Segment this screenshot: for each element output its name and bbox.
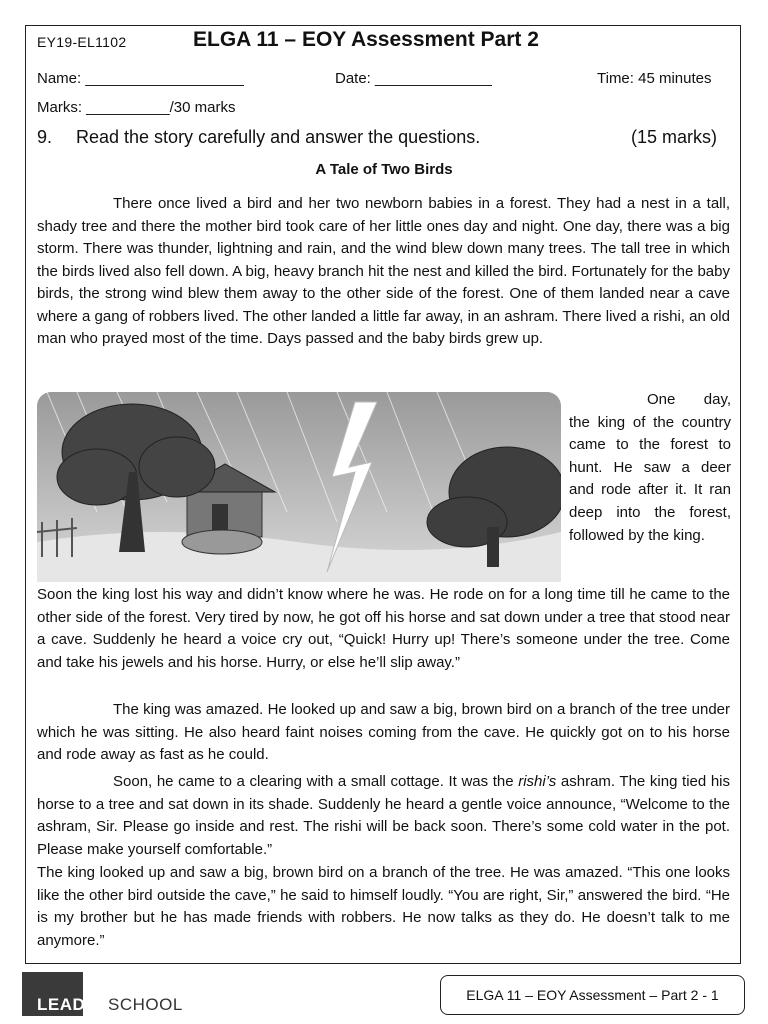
storm-illustration	[37, 392, 561, 582]
story-paragraph-2: Soon the king lost his way and didn’t know where he was. He rode on for a long time till he came to the other side of the forest. Very tired by now, he got off his horse and sat down under a tree that stood near a cave. Suddenly he heard a voice cry out, “Quick! Hurry up! There’s someone under the tree. Come and take his jewels and his horse. Hurry, or else he’ll slip away.”	[37, 586, 730, 671]
lead-school-logo: LEAD SCHOOL	[22, 972, 172, 1016]
page-footer-label: ELGA 11 – EOY Assessment – Part 2 - 1	[440, 975, 745, 1015]
story-paragraph-1: There once lived a bird and her two newborn babies in a forest. They had a nest in a tall, shady tree and there the mother bird took care of her little ones day and night. One day, there was a big storm. There was thunder, lightning and rain, and the wind blew down many trees. The tall tree in which the birds lived also fell down. A big, heavy branch hit the nest and killed the bird. Fortunately for the baby birds, the strong wind blew them away to the other side of the forest. One of them landed near a cave where a gang of robbers lived. The other landed a little far away, in an ashram. There lived a rishi, an old man who prayed most of the time. Days passed and the baby birds grew up.	[37, 195, 730, 347]
story-paragraph-3: The king was amazed. He looked up and saw a big, brown bird on a branch of the tree under which he was sitting. He also heard faint noises coming from the cave. He quickly got on to his horse and rode away as fast as he could.	[37, 701, 730, 763]
page-title: ELGA 11 – EOY Assessment Part 2	[193, 28, 539, 51]
time-label: Time: 45 minutes	[597, 70, 712, 87]
story-side-paragraph: One day, the king of the country came to the forest to hunt. He saw a deer and rode after it. It ran deep into the forest, followed by the king.	[569, 391, 731, 544]
question-marks: (15 marks)	[631, 127, 718, 147]
rishi-emphasis: rishi’s	[518, 773, 557, 790]
story-title: A Tale of Two Birds	[315, 161, 453, 178]
question-text: Read the story carefully and answer the questions.	[76, 127, 481, 147]
story-paragraph-5: The king looked up and saw a big, brown bird on a branch of the tree. He was amazed. “This one looks like the other bird outside the cave,” he said to himself loudly. “You are right, Sir,” answered the bird. “He is my brother but he has made friends with robbers. He now talks as they do. He doesn’t talk to me anymore.”	[37, 864, 730, 949]
name-field: Name: ___________________	[37, 70, 244, 87]
document-code: EY19-EL1102	[37, 34, 127, 50]
marks-field: Marks: __________/30 marks	[37, 99, 236, 116]
question-number: 9.	[37, 127, 53, 147]
date-field: Date: ______________	[335, 70, 492, 87]
story-paragraph-4: Soon, he came to a clearing with a small cottage. It was the rishi’s ashram. The king tied his horse to a tree and sat down in its shade. Suddenly he heard a gentle voice announce, “Welcome to the ashram, Sir. Please go inside and rest. The rishi will be back soon. There’s some cold water in the pot. Please make yourself comfortable.”	[37, 773, 730, 858]
